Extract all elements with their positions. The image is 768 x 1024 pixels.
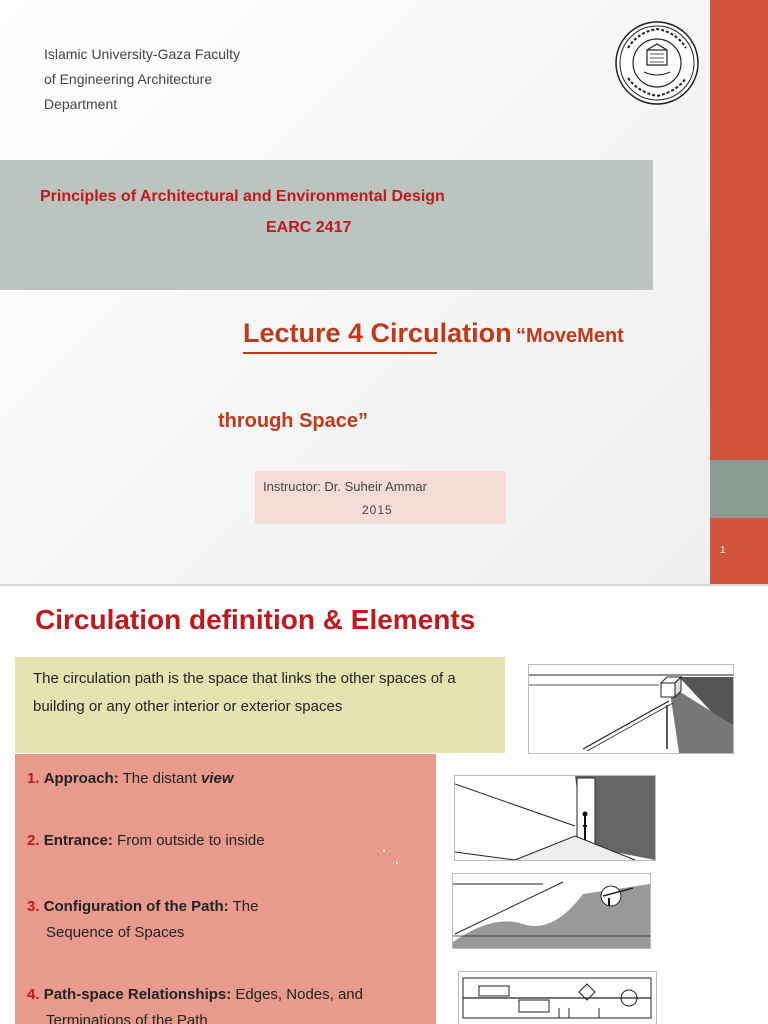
item-text: The <box>228 898 259 915</box>
institution-line-3: Department <box>44 96 118 112</box>
item-number: 2. <box>27 832 40 849</box>
institution-name <box>44 42 240 117</box>
item-text-line2: Sequence of Spaces <box>46 924 185 941</box>
item-number: 4. <box>27 986 40 1003</box>
item-text: The distant <box>118 770 201 787</box>
lecture-underline <box>243 352 437 354</box>
item-key: Configuration of the Path: <box>43 898 229 915</box>
item-emphasis: view <box>200 770 234 787</box>
item-key: Approach: <box>43 770 119 787</box>
item-text: Edges, Nodes, and <box>231 986 363 1003</box>
lecture-title-sub: “MoveMent <box>516 325 624 347</box>
item-number: 3. <box>27 898 40 915</box>
course-code: EARC 2417 <box>266 219 352 236</box>
page-number: 1 <box>720 545 726 556</box>
institution-line-1: Islamic University-Gaza Faculty <box>44 46 241 62</box>
accent-bar <box>710 0 768 584</box>
list-item <box>27 770 234 787</box>
list-item <box>27 894 258 946</box>
item-key: Path-space Relationships: <box>43 986 232 1003</box>
item-text: From outside to inside <box>112 832 265 849</box>
institution-line-2: of Engineering Architecture <box>44 71 213 87</box>
definition-box <box>15 657 505 753</box>
list-item <box>27 982 363 1024</box>
accent-block <box>710 460 768 518</box>
instructor-name: Instructor: Dr. Suheir Ammar <box>263 479 427 494</box>
entrance-sketch <box>454 775 656 861</box>
course-title: Principles of Architectural and Environmental Design <box>40 188 445 205</box>
decorative-dot <box>396 862 398 864</box>
course-band <box>0 160 653 290</box>
item-number: 1. <box>27 770 40 787</box>
lecture-title-line2: through Space” <box>218 410 369 432</box>
item-key: Entrance: <box>43 832 113 849</box>
slide-title: Circulation definition & Elements <box>35 604 476 635</box>
decorative-dot <box>383 850 385 852</box>
approach-sketch <box>528 664 734 754</box>
definition-text: The circulation path is the space that links the other spaces of a building or any other interior or exterior spaces <box>33 670 456 715</box>
lecture-title-main: Lecture 4 Circulation <box>243 318 512 348</box>
path-configuration-sketch <box>452 873 651 949</box>
instructor-box <box>255 471 506 524</box>
path-space-sketch <box>458 971 657 1024</box>
content-slide <box>0 586 768 1024</box>
university-seal-icon <box>614 20 700 106</box>
list-item <box>27 832 265 849</box>
lecture-year: 2015 <box>362 503 393 517</box>
elements-list <box>15 754 436 1024</box>
item-text-line2: Terminations of the Path <box>46 1012 208 1024</box>
lecture-title <box>243 318 624 349</box>
